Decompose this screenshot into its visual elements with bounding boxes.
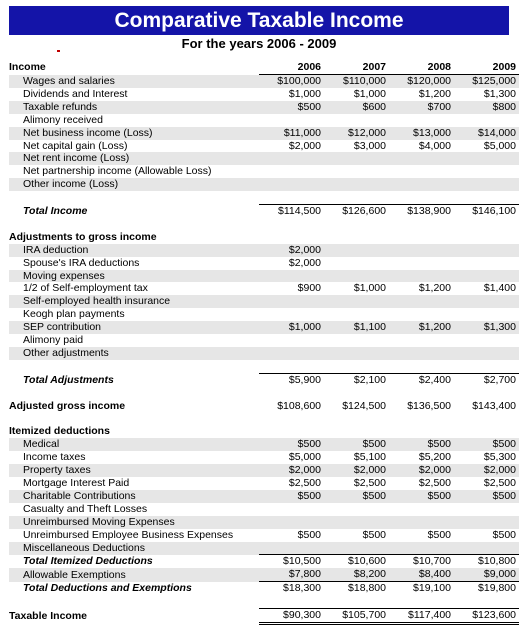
row-label: Mortgage Interest Paid	[23, 477, 130, 490]
value-cell: $1,200	[389, 321, 454, 334]
row-label: 1/2 of Self-employment tax	[23, 282, 148, 295]
total-deductions-row	[9, 582, 519, 595]
row-label: IRA deduction	[9, 244, 259, 257]
income-row	[9, 152, 519, 165]
section-heading: Adjustments to gross income	[9, 230, 157, 243]
value-cell	[389, 165, 454, 178]
row-label: Property taxes	[9, 464, 259, 477]
section-row	[9, 231, 519, 244]
value-cell: $5,000	[288, 451, 321, 464]
value-cell: $1,200	[418, 87, 451, 100]
value-cell	[389, 244, 454, 257]
value-cell	[389, 347, 454, 360]
adjustment-row	[9, 282, 519, 295]
value-cell	[259, 334, 324, 347]
value-cell	[324, 231, 389, 244]
year-header: 2009	[454, 61, 519, 75]
value-cell: $2,500	[353, 477, 386, 490]
taxable-income-row	[9, 609, 519, 624]
table-row	[9, 387, 519, 400]
value-cell: $500	[362, 528, 386, 541]
row-label: Total Income	[23, 204, 88, 217]
value-cell: $500	[454, 490, 519, 503]
value-cell: $2,500	[483, 477, 516, 490]
value-cell	[259, 503, 324, 516]
value-cell: $12,000	[324, 127, 389, 140]
value-cell: $1,300	[454, 321, 519, 334]
income-row	[9, 114, 519, 127]
value-cell: $600	[324, 101, 389, 114]
value-cell: $5,300	[483, 451, 516, 464]
cell-cursor-mark	[57, 50, 60, 52]
value-cell	[259, 347, 324, 360]
row-label: Income taxes	[23, 451, 86, 464]
value-cell: $1,200	[418, 282, 451, 295]
value-cell	[259, 308, 324, 321]
value-cell	[454, 165, 519, 178]
value-cell: $2,000	[454, 464, 519, 477]
value-cell: $5,900	[259, 373, 324, 386]
value-cell: $3,000	[353, 139, 386, 152]
value-cell: $5,000	[483, 139, 516, 152]
value-cell: $10,700	[389, 555, 454, 568]
value-cell: $1,300	[483, 87, 516, 100]
value-cell	[259, 516, 324, 529]
value-cell	[454, 542, 519, 555]
value-cell: $500	[389, 438, 454, 451]
row-label: Allowable Exemptions	[9, 568, 259, 581]
value-cell	[324, 334, 389, 347]
header-row	[9, 61, 519, 75]
table-body	[9, 75, 519, 624]
value-cell: $2,500	[418, 477, 451, 490]
itemized-row	[9, 451, 519, 464]
value-cell	[259, 270, 324, 283]
value-cell: $500	[389, 490, 454, 503]
value-cell: $18,800	[324, 582, 389, 595]
value-cell	[454, 257, 519, 270]
row-label: Alimony paid	[23, 334, 84, 347]
value-cell	[389, 334, 454, 347]
row-label: Net business income (Loss)	[9, 127, 259, 140]
value-cell: $5,100	[353, 451, 386, 464]
value-cell: $136,500	[407, 399, 451, 412]
value-cell	[324, 503, 389, 516]
value-cell: $14,000	[454, 127, 519, 140]
income-row	[9, 165, 519, 178]
value-cell	[324, 178, 389, 191]
adjustment-row	[9, 334, 519, 347]
value-cell	[259, 152, 324, 165]
section-heading: Taxable Income	[9, 609, 88, 622]
row-label: Other adjustments	[9, 347, 259, 360]
value-cell: $1,400	[483, 282, 516, 295]
value-cell	[324, 347, 389, 360]
row-label: Total Adjustments	[23, 373, 114, 386]
value-cell: $800	[454, 101, 519, 114]
table-row	[9, 218, 519, 231]
income-row	[9, 75, 519, 88]
value-cell: $500	[454, 438, 519, 451]
income-row	[9, 101, 519, 114]
value-cell: $1,000	[288, 87, 321, 100]
value-cell	[454, 308, 519, 321]
value-cell	[454, 516, 519, 529]
value-cell: $5,200	[418, 451, 451, 464]
section-row	[9, 425, 519, 438]
page-subtitle: For the years 2006 - 2009	[181, 36, 337, 51]
itemized-row	[9, 438, 519, 451]
row-label: Other income (Loss)	[9, 178, 259, 191]
table-row	[9, 413, 519, 426]
value-cell: $2,000	[324, 464, 389, 477]
value-cell: $100,000	[259, 75, 324, 88]
income-heading: Income	[9, 61, 46, 74]
agi-row	[9, 400, 519, 413]
value-cell	[324, 152, 389, 165]
row-label: Spouse's IRA deductions	[23, 256, 140, 269]
value-cell	[389, 114, 454, 127]
value-cell	[389, 270, 454, 283]
year-header: 2008	[389, 61, 454, 75]
table-row	[9, 595, 519, 608]
value-cell	[389, 516, 454, 529]
value-cell	[324, 270, 389, 283]
value-cell	[259, 295, 324, 308]
value-cell: $2,700	[454, 373, 519, 386]
value-cell: $108,600	[277, 399, 321, 412]
value-cell: $110,000	[324, 75, 389, 88]
adjustment-row	[9, 244, 519, 257]
itemized-row	[9, 490, 519, 503]
value-cell: $123,600	[454, 609, 519, 624]
value-cell: $19,100	[389, 582, 454, 595]
value-cell: $2,000	[288, 139, 321, 152]
value-cell	[389, 231, 454, 244]
value-cell	[454, 178, 519, 191]
row-label: Net capital gain (Loss)	[23, 139, 128, 152]
adjustment-row	[9, 257, 519, 270]
row-label: Net rent income (Loss)	[9, 152, 259, 165]
value-cell	[259, 178, 324, 191]
value-cell: $500	[324, 490, 389, 503]
value-cell	[389, 308, 454, 321]
value-cell: $500	[427, 528, 451, 541]
itemized-row	[9, 477, 519, 490]
value-cell	[454, 152, 519, 165]
value-cell: $8,200	[324, 568, 389, 581]
value-cell	[324, 114, 389, 127]
value-cell: $500	[259, 490, 324, 503]
value-cell: $90,300	[259, 609, 324, 624]
value-cell: $124,500	[342, 399, 386, 412]
value-cell	[454, 270, 519, 283]
value-cell	[259, 425, 324, 438]
value-cell: $9,000	[454, 568, 519, 581]
value-cell: $2,400	[389, 373, 454, 386]
row-label: Wages and salaries	[9, 75, 259, 88]
value-cell	[324, 542, 389, 555]
value-cell: $117,400	[389, 609, 454, 624]
value-cell: $500	[259, 438, 324, 451]
value-cell: $1,000	[353, 282, 386, 295]
row-label: Keogh plan payments	[23, 308, 125, 321]
row-label: Medical	[9, 438, 259, 451]
section-heading: Itemized deductions	[9, 425, 110, 438]
value-cell: $2,000	[389, 464, 454, 477]
year-header: 2007	[324, 61, 389, 75]
value-cell: $900	[297, 282, 321, 295]
value-cell: $125,000	[454, 75, 519, 88]
table-row	[9, 191, 519, 204]
itemized-row	[9, 516, 519, 529]
exemptions-row	[9, 568, 519, 581]
value-cell: $500	[297, 528, 321, 541]
year-header: 2006	[259, 61, 324, 75]
value-cell: $2,000	[259, 464, 324, 477]
value-cell: $120,000	[389, 75, 454, 88]
value-cell: $11,000	[259, 127, 324, 140]
value-cell: $1,100	[324, 321, 389, 334]
value-cell	[389, 295, 454, 308]
value-cell: $114,500	[259, 205, 324, 218]
value-cell	[454, 347, 519, 360]
total-itemized-row	[9, 555, 519, 568]
income-row	[9, 178, 519, 191]
income-row	[9, 140, 519, 153]
row-label: Charitable Contributions	[9, 490, 259, 503]
row-label: Taxable refunds	[9, 101, 259, 114]
value-cell: $2,000	[259, 244, 324, 257]
value-cell: $700	[389, 101, 454, 114]
value-cell	[389, 178, 454, 191]
value-cell	[389, 542, 454, 555]
value-cell: $10,800	[454, 555, 519, 568]
value-cell: $4,000	[418, 139, 451, 152]
value-cell: $10,600	[324, 555, 389, 568]
row-label: Total Itemized Deductions	[23, 555, 153, 568]
value-cell: $1,000	[353, 87, 386, 100]
income-table	[9, 61, 519, 625]
table-row	[9, 360, 519, 373]
itemized-row	[9, 542, 519, 555]
adjustment-row	[9, 347, 519, 360]
value-cell: $126,600	[324, 205, 389, 218]
row-label: Total Deductions and Exemptions	[23, 582, 192, 594]
row-label: Moving expenses	[9, 270, 259, 283]
value-cell: $8,400	[389, 568, 454, 581]
adjustment-row	[9, 295, 519, 308]
value-cell: $105,700	[324, 609, 389, 624]
income-row	[9, 88, 519, 101]
row-label: Casualty and Theft Losses	[23, 502, 148, 515]
value-cell: $500	[492, 528, 516, 541]
value-cell	[259, 231, 324, 244]
value-cell: $7,800	[259, 568, 324, 581]
row-label: Self-employed health insurance	[9, 295, 259, 308]
value-cell	[324, 257, 389, 270]
value-cell: $2,100	[324, 373, 389, 386]
value-cell	[454, 425, 519, 438]
total-income-row	[9, 205, 519, 218]
value-cell	[389, 425, 454, 438]
value-cell	[259, 165, 324, 178]
adjustment-row	[9, 308, 519, 321]
value-cell: $146,100	[454, 205, 519, 218]
value-cell: $13,000	[389, 127, 454, 140]
value-cell	[454, 114, 519, 127]
value-cell: $143,400	[472, 399, 516, 412]
value-cell: $1,000	[259, 321, 324, 334]
value-cell	[324, 516, 389, 529]
row-label: Dividends and Interest	[23, 87, 128, 100]
total-adjustments-row	[9, 373, 519, 386]
section-heading: Adjusted gross income	[9, 399, 126, 412]
value-cell	[259, 114, 324, 127]
value-cell	[324, 244, 389, 257]
row-label: Net partnership income (Allowable Loss)	[23, 165, 212, 178]
value-cell: $18,300	[259, 582, 324, 595]
value-cell	[324, 425, 389, 438]
itemized-row	[9, 503, 519, 516]
value-cell: $138,900	[389, 205, 454, 218]
row-label: Alimony received	[23, 113, 103, 126]
value-cell	[454, 334, 519, 347]
value-cell	[454, 295, 519, 308]
value-cell: $2,500	[288, 477, 321, 490]
value-cell	[324, 295, 389, 308]
value-cell	[389, 503, 454, 516]
value-cell: $500	[259, 101, 324, 114]
value-cell: $19,800	[454, 582, 519, 595]
value-cell	[324, 308, 389, 321]
value-cell: $500	[324, 438, 389, 451]
value-cell	[389, 152, 454, 165]
page-title: Comparative Taxable Income	[9, 6, 509, 35]
value-cell	[324, 165, 389, 178]
value-cell	[454, 244, 519, 257]
value-cell: $2,000	[288, 256, 321, 269]
adjustment-row	[9, 321, 519, 334]
row-label: Unreimbursed Employee Business Expenses	[23, 528, 234, 541]
itemized-row	[9, 529, 519, 542]
row-label: SEP contribution	[9, 321, 259, 334]
row-label: Miscellaneous Deductions	[9, 542, 259, 555]
row-label: Unreimbursed Moving Expenses	[9, 516, 259, 529]
income-row	[9, 127, 519, 140]
value-cell	[389, 257, 454, 270]
itemized-row	[9, 464, 519, 477]
adjustment-row	[9, 270, 519, 283]
value-cell	[454, 503, 519, 516]
value-cell	[259, 542, 324, 555]
value-cell: $10,500	[259, 555, 324, 568]
value-cell	[454, 231, 519, 244]
